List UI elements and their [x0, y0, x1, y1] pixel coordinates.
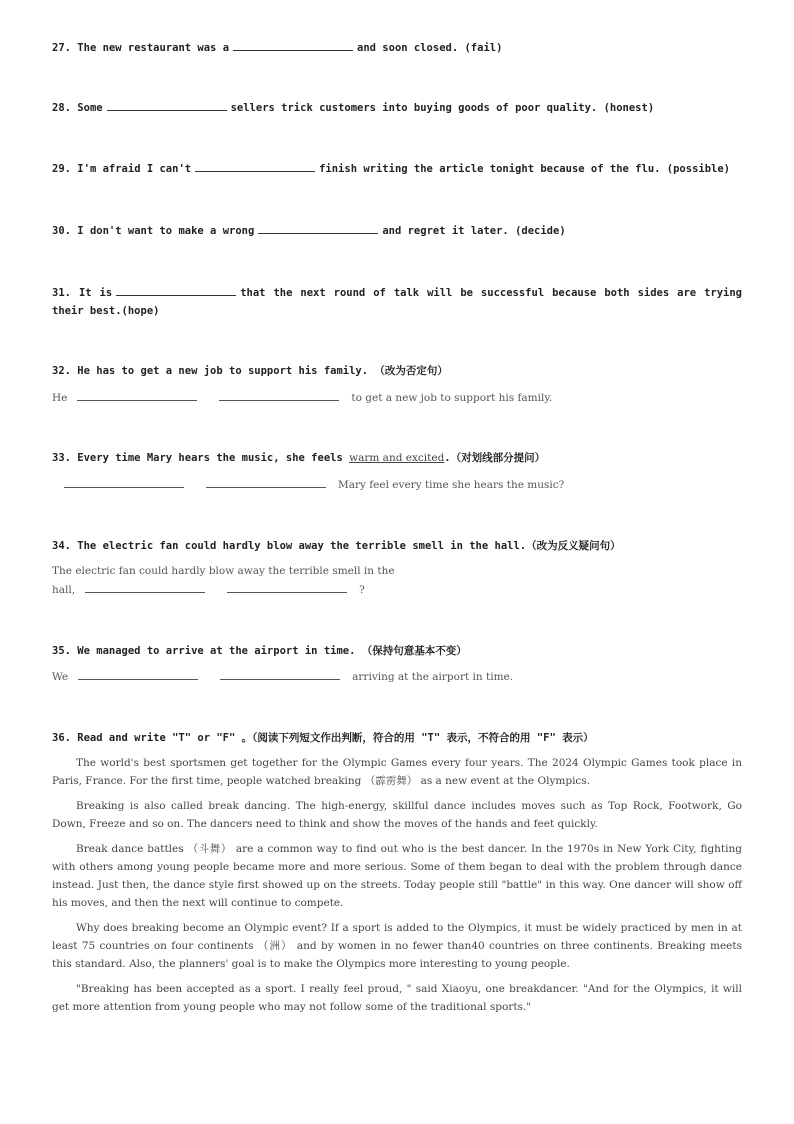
question-text: 33. Every time Mary hears the music, she feels: [52, 452, 350, 464]
answer-text: Mary feel every time she hears the music?: [338, 479, 565, 491]
question-text: and regret it later. (decide): [382, 225, 566, 237]
answer-blank[interactable]: [219, 388, 339, 401]
question-text: I don't want to make a wrong: [77, 225, 255, 237]
question-text: The new restaurant was a: [77, 42, 230, 54]
answer-blank[interactable]: [77, 388, 197, 401]
answer-blank[interactable]: [206, 475, 326, 488]
question-text: .（对划线部分提问）: [444, 452, 546, 464]
question-33: [52, 449, 742, 467]
question-text: sellers trick customers into buying goods of poor quality. (honest): [230, 102, 655, 114]
answer-line-34b: [52, 580, 742, 599]
question-text: It is: [78, 287, 113, 299]
passage-paragraph: Breaking is also called break dancing. The high-energy, skillful dance includes moves such as Top Rock, Footwork, Go Down, Freeze and so on. The dancers need to think and show the moves of the hands and feet quickly.: [52, 800, 742, 830]
answer-blank[interactable]: [85, 580, 205, 593]
question-number: 31.: [52, 287, 71, 299]
question-text: I'm afraid I can't: [77, 163, 192, 175]
answer-line-33: [64, 475, 754, 494]
answer-text: He: [52, 392, 68, 404]
answer-text: hall,: [52, 584, 76, 596]
question-27: [52, 38, 742, 57]
answer-blank[interactable]: [107, 98, 227, 111]
answer-text: to get a new job to support his family.: [351, 392, 553, 404]
underlined-part: warm and excited: [349, 452, 445, 464]
passage-paragraph: Break dance battles （斗舞） are a common way to find out who is the best dancer. In the 1970s in New York City, fighting with others among young people became more and more serious. Some of them began to deal with the problem through dance instead. Just then, the dance style first showed up on the streets. Today people still "battle" in this way. One dancer will show off his moves, and then the next will continue to compete.: [52, 843, 742, 909]
question-30: [52, 221, 742, 240]
question-number: 30.: [52, 225, 71, 237]
question-text: finish writing the article tonight because of the flu. (possible): [319, 163, 730, 175]
question-number: 28.: [52, 102, 71, 114]
answer-text: arriving at the airport in time.: [352, 671, 514, 683]
answer-blank[interactable]: [220, 667, 340, 680]
question-number: 29.: [52, 163, 71, 175]
question-text: and soon closed. (fail): [357, 42, 503, 54]
answer-text: ?: [359, 584, 365, 596]
question-text: that the next round of talk will be successful because both sides are trying their best.(hope): [52, 287, 749, 317]
question-28: [52, 98, 742, 117]
answer-line-34a: The electric fan could hardly blow away the terrible smell in the: [52, 565, 395, 577]
passage-paragraph: "Breaking has been accepted as a sport. I really feel proud, " said Xiaoyu, one breakdancer. "And for the Olympics, it will get more attention from young people who may not follow some of the traditional sports.": [52, 983, 742, 1013]
question-text: Some: [77, 102, 103, 114]
answer-blank[interactable]: [258, 221, 378, 234]
answer-line-35: [52, 667, 742, 686]
answer-blank[interactable]: [64, 475, 184, 488]
answer-text: We: [52, 671, 69, 683]
passage-paragraph: The world's best sportsmen get together for the Olympic Games every four years. The 2024 Olympic Games took place in Paris, France. For the first time, people watched breaking （霹雳舞） as a new event at the Olympics.: [52, 757, 742, 787]
answer-blank[interactable]: [195, 159, 315, 172]
reading-passage: [52, 754, 742, 1023]
question-32: 32. He has to get a new job to support his family. （改为否定句）: [52, 365, 448, 377]
question-34: 34. The electric fan could hardly blow away the terrible smell in the hall.（改为反义疑问句）: [52, 540, 621, 552]
question-number: 27.: [52, 42, 71, 54]
question-31: [52, 283, 749, 320]
passage-paragraph: Why does breaking become an Olympic event? If a sport is added to the Olympics, it must be widely practiced by men in at least 75 countries on four continents （洲） and by women in no fewer than40 countries on three continents. Breaking meets this standard. Also, the planners' goal is to make the Olympics more interesting to young people.: [52, 922, 742, 970]
answer-blank[interactable]: [116, 283, 236, 296]
question-29: [52, 159, 742, 178]
answer-blank[interactable]: [78, 667, 198, 680]
question-35: 35. We managed to arrive at the airport in time. （保持句意基本不变）: [52, 645, 467, 657]
answer-blank[interactable]: [233, 38, 353, 51]
question-36: 36. Read and write "T" or "F" 。（阅读下列短文作出判断，符合的用 "T" 表示，不符合的用 "F" 表示）: [52, 732, 594, 744]
answer-blank[interactable]: [227, 580, 347, 593]
answer-line-32: [52, 388, 742, 407]
